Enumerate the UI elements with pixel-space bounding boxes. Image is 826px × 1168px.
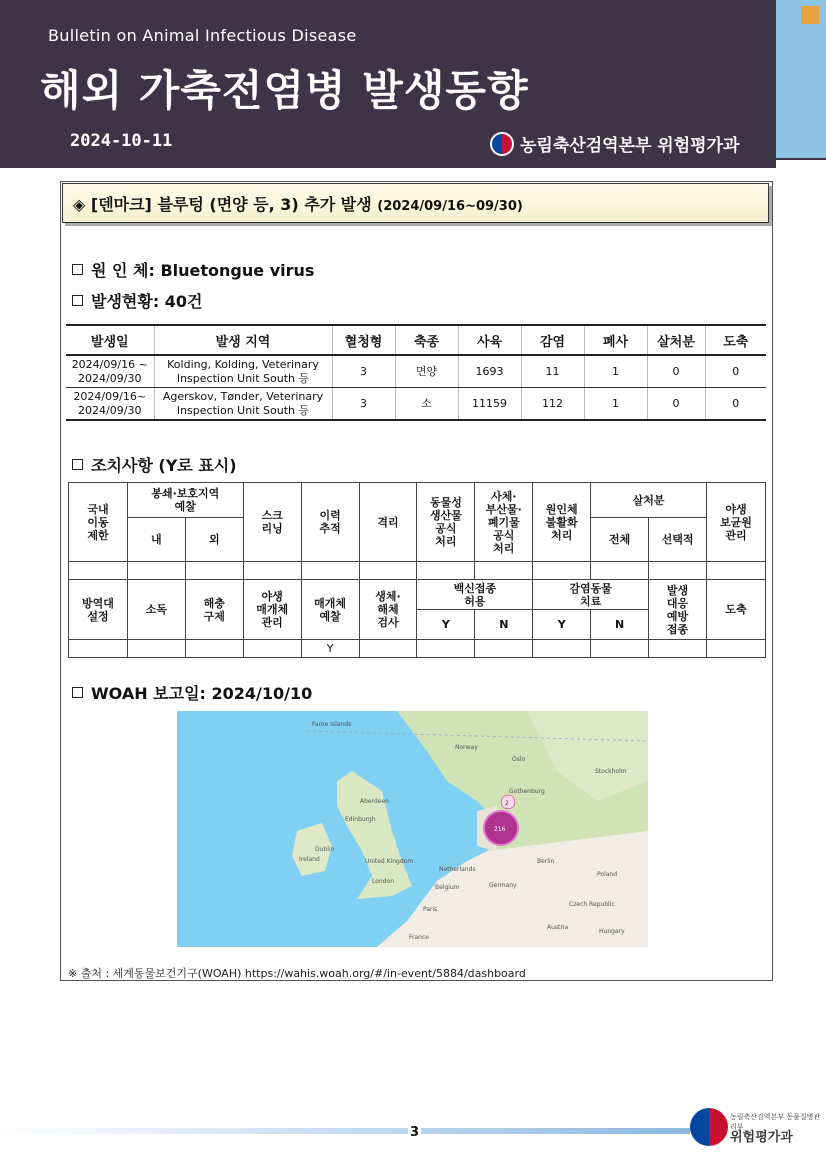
label-gothenburg: Gothenburg [509,788,545,795]
cell-culled: 0 [647,355,705,388]
measures-value-row [69,562,766,580]
label-czech: Czech Republic [569,901,615,908]
measures-header-row [69,483,766,518]
cell-serotype: 3 [332,355,395,388]
label-edinburgh: Edinburgh [345,816,376,823]
m-sub: 외 [185,518,243,562]
measures-value-row-2 [69,640,766,658]
col-header: 발생 지역 [154,325,332,355]
section-title-text: ◈ [덴마크] 블루텅 (면양 등, 3) 추가 발생 [73,195,378,214]
m-head: 국내 이동 제한 [69,483,128,562]
label-austria: Austria [547,924,569,931]
cell-slaughtered: 0 [705,388,766,421]
label-uk: United Kingdom [365,858,414,865]
cell-slaughtered: 0 [705,355,766,388]
col-header: 혈청형 [332,325,395,355]
label-berlin: Berlin [537,858,555,865]
cell-infected: 112 [521,388,584,421]
col-header: 감염 [521,325,584,355]
label-paris: Paris [423,906,438,913]
region-line1: Agerskov, Tønder, Veterinary [162,389,324,403]
m-sub: 선택적 [649,518,707,562]
m-head: 소독 [127,580,185,640]
cell-dead: 1 [584,355,647,388]
org-name: 농림축산검역본부 위험평가과 [520,136,740,156]
cell-raised: 11159 [458,388,521,421]
cell-raised: 1693 [458,355,521,388]
m-head: 살처분 [591,483,707,518]
m-head: 야생 매개체 관리 [243,580,301,640]
m-head: 백신접종 허용 [417,580,533,610]
table-header-row [66,325,766,355]
cell-species: 소 [395,388,458,421]
measures-header-row-2 [69,580,766,610]
label-hungary: Hungary [599,928,625,935]
region-line1: Kolding, Kolding, Veterinary [167,357,319,371]
status-text: 발생현황: 40건 [91,292,203,311]
table-row [66,355,766,388]
m-head: 이력 추적 [301,483,359,562]
m-head: 원인체 불활화 처리 [533,483,591,562]
m-head: 격리 [359,483,417,562]
label-dublin: Dublin [315,846,335,853]
label-oslo: Oslo [512,756,526,763]
label-netherlands: Netherlands [439,866,476,873]
m-head: 스크 리닝 [243,483,301,562]
bulletin-date: 2024-10-11 [70,131,173,151]
label-aberdeen: Aberdeen [360,798,389,805]
col-header: 도축 [705,325,766,355]
measures-title: 조치사항 (Y로 표시) [91,456,237,475]
date-end: 2024/09/30 [78,371,142,385]
m-head: 야생 보균원 관리 [706,483,765,562]
m-head: 생체· 해체 검사 [359,580,417,640]
m-head: 방역대 설정 [69,580,128,640]
date-start: 2024/09/16 ~ [71,357,148,371]
bulletin-subtitle: Bulletin on Animal Infectious Disease [48,26,357,45]
m-head: 도축 [706,580,765,640]
section-period: (2024/09/16~09/30) [377,199,523,214]
taegeuk-logo-icon [490,132,514,156]
date-end: 2024/09/30 [78,403,142,417]
cluster-count-small: 2 [505,800,509,807]
label-ireland: Ireland [299,856,320,863]
map-svg [177,711,648,947]
cell-region [154,355,332,388]
m-sub: 전체 [591,518,649,562]
m-sub: N [591,610,649,640]
region-line2: Inspection Unit South 등 [176,403,310,417]
checkbox-square-icon [72,687,83,698]
woah-date: WOAH 보고일: 2024/10/10 [91,684,313,703]
vector-surveillance-mark: Y [301,640,359,658]
label-london: London [372,878,394,885]
cell-dead: 1 [584,388,647,421]
cell-region [154,388,332,421]
cell-culled: 0 [647,388,705,421]
cell-date [66,355,154,388]
date-start: 2024/09/16~ [73,389,147,403]
m-sub: 내 [127,518,185,562]
footer-divider [0,1128,690,1134]
outbreak-table [66,324,766,421]
label-belgium: Belgium [435,884,460,891]
cell-date [66,388,154,421]
pathogen-text: 원 인 체: Bluetongue virus [91,261,315,280]
page-title: 해외 가축전염병 발생동향 [40,66,529,115]
m-head: 감염동물 치료 [533,580,649,610]
header-banner [0,0,776,168]
outbreak-map [177,711,648,947]
checkbox-square-icon [72,295,83,306]
label-france: France [409,934,429,941]
woah-item [72,681,312,704]
cell-species: 면양 [395,355,458,388]
source-citation: ※ 출처 : 세계동물보건기구(WOAH) https://wahis.woah.org/#/in-event/5884/dashboard [68,967,526,980]
cell-infected: 11 [521,355,584,388]
m-head: 발생 대응 예방 접종 [649,580,707,640]
checkbox-square-icon [72,264,83,275]
m-head: 봉쇄·보호지역 예찰 [127,483,243,518]
m-head: 사체· 부산물· 폐기물 공식 처리 [475,483,533,562]
measures-table [68,482,766,658]
m-head: 해충 구제 [185,580,243,640]
col-header: 사육 [458,325,521,355]
label-stockholm: Stockholm [595,768,627,775]
footer-team: 위험평가과 [730,1130,793,1145]
pathogen-item [72,258,314,281]
m-sub: Y [417,610,475,640]
label-faroe: Faroe Islands [312,721,352,728]
col-header: 축종 [395,325,458,355]
footer-org: 농림축산검역본부 동물질병관리부 [730,1113,821,1131]
label-germany: Germany [489,882,517,889]
label-poland: Poland [597,871,618,878]
m-head: 매개체 예찰 [301,580,359,640]
col-header: 살처분 [647,325,705,355]
status-item [72,289,203,312]
m-sub: Y [533,610,591,640]
region-line2: Inspection Unit South 등 [176,371,310,385]
section-title [62,183,769,223]
col-header: 발생일 [66,325,154,355]
cluster-count-large: 216 [494,826,506,833]
checkbox-square-icon [72,459,83,470]
table-row [66,388,766,421]
m-sub: N [475,610,533,640]
cell-serotype: 3 [332,388,395,421]
col-header: 폐사 [584,325,647,355]
side-divider [776,158,826,160]
m-head: 동물성 생산물 공식 처리 [417,483,475,562]
page-number: 3 [410,1125,420,1140]
measures-item [72,453,237,476]
header-org [490,131,739,156]
side-accent [801,6,819,24]
label-norway: Norway [455,744,478,751]
taegeuk-footer-icon [690,1108,728,1146]
